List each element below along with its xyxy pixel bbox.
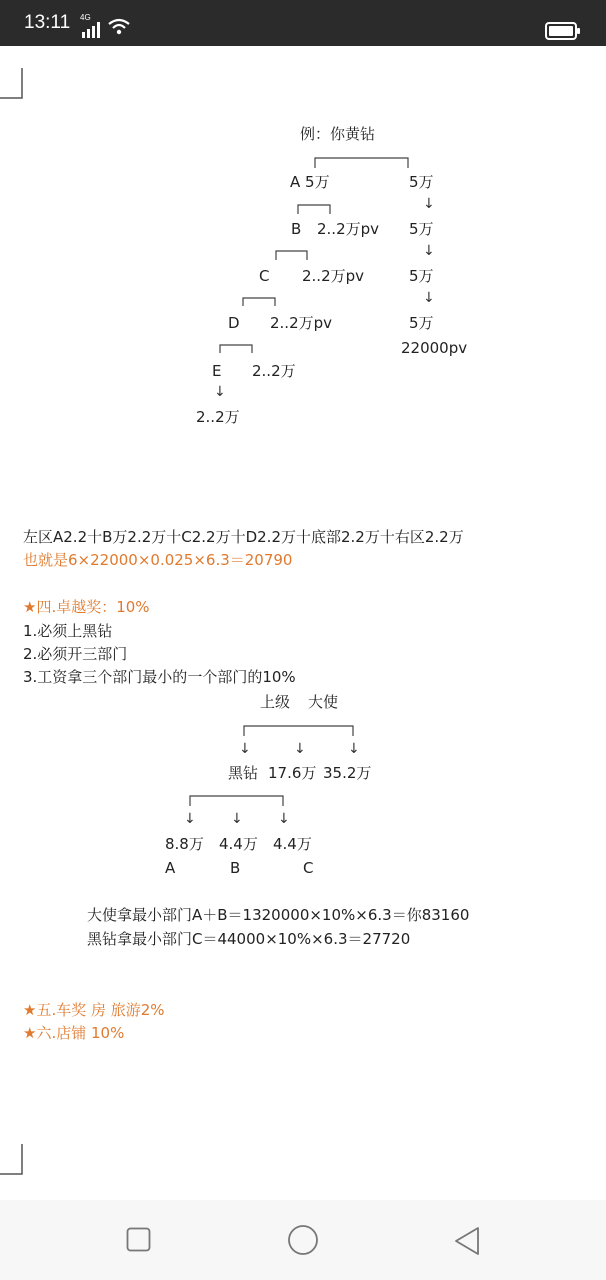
node-e-value: 2..2万 <box>252 362 296 380</box>
node-d-label: D <box>228 314 240 332</box>
dept-c-value: 4.4万 <box>273 835 312 853</box>
right-value-3: 5万 <box>409 267 434 285</box>
dept-b-label: B <box>230 859 241 877</box>
requirement-1: 1.必须上黑钻 <box>23 622 113 640</box>
formula-line: 也就是6×22000×0.025×6.3＝20790 <box>23 551 293 569</box>
calc-line-2: 黑钻拿最小部门C＝44000×10%×6.3＝27720 <box>87 930 411 948</box>
dept-c-label: C <box>303 859 314 877</box>
requirement-2: 2.必须开三部门 <box>23 645 128 663</box>
battery-icon <box>545 22 581 40</box>
back-button[interactable] <box>452 1226 482 1256</box>
node-b-value: 2..2万pv <box>317 220 380 238</box>
diagram1-title: 例：你黄钻 <box>300 125 376 143</box>
network-type-label: 4G <box>80 13 91 22</box>
ambassador-label: 大使 <box>308 693 339 711</box>
value-35-2: 35.2万 <box>323 764 372 782</box>
down-arrow-icon: ↓ <box>184 811 196 827</box>
dept-a-value: 8.8万 <box>165 835 204 853</box>
home-button[interactable] <box>287 1224 319 1256</box>
section-6-title: ★六.店铺 10% <box>23 1024 125 1042</box>
right-value-4: 5万 <box>409 314 434 332</box>
dept-b-value: 4.4万 <box>219 835 258 853</box>
down-arrow-icon: ↓ <box>348 741 360 757</box>
dept-a-label: A <box>165 859 176 877</box>
summary-line: 左区A2.2十B万2.2万十C2.2万十D2.2万十底部2.2万十右区2.2万 <box>23 528 464 546</box>
down-arrow-icon: ↓ <box>423 196 435 212</box>
node-d-value: 2..2万pv <box>270 314 333 332</box>
status-time: 13:11 <box>24 12 71 33</box>
document-content <box>0 46 606 1200</box>
down-arrow-icon: ↓ <box>278 811 290 827</box>
down-arrow-icon: ↓ <box>423 290 435 306</box>
down-arrow-icon: ↓ <box>294 741 306 757</box>
calc-line-1: 大使拿最小部门A＋B＝1320000×10%×6.3＝你83160 <box>87 906 470 924</box>
down-arrow-icon: ↓ <box>214 384 226 400</box>
down-arrow-icon: ↓ <box>423 243 435 259</box>
down-arrow-icon: ↓ <box>231 811 243 827</box>
value-17-6: 17.6万 <box>268 764 317 782</box>
node-c-value: 2..2万pv <box>302 267 365 285</box>
navigation-bar <box>0 1200 606 1280</box>
section-5-title: ★五.车奖 房 旅游2% <box>23 1001 165 1019</box>
section-4-title: ★四.卓越奖：10% <box>23 598 150 616</box>
right-pv-value: 22000pv <box>401 339 468 357</box>
signal-icon <box>82 22 102 38</box>
down-arrow-icon: ↓ <box>239 741 251 757</box>
requirement-3: 3.工资拿三个部门最小的一个部门的10% <box>23 668 296 686</box>
black-diamond-label: 黑钻 <box>228 764 259 782</box>
recent-apps-button[interactable] <box>126 1227 152 1253</box>
node-c-label: C <box>259 267 270 285</box>
right-value-2: 5万 <box>409 220 434 238</box>
node-a-label: A 5万 <box>290 173 330 191</box>
right-value-1: 5万 <box>409 173 434 191</box>
superior-label: 上级 <box>260 693 291 711</box>
wifi-icon <box>108 18 130 36</box>
node-b-label: B <box>291 220 302 238</box>
bottom-value: 2..2万 <box>196 408 240 426</box>
node-e-label: E <box>212 362 222 380</box>
status-bar <box>0 0 606 46</box>
